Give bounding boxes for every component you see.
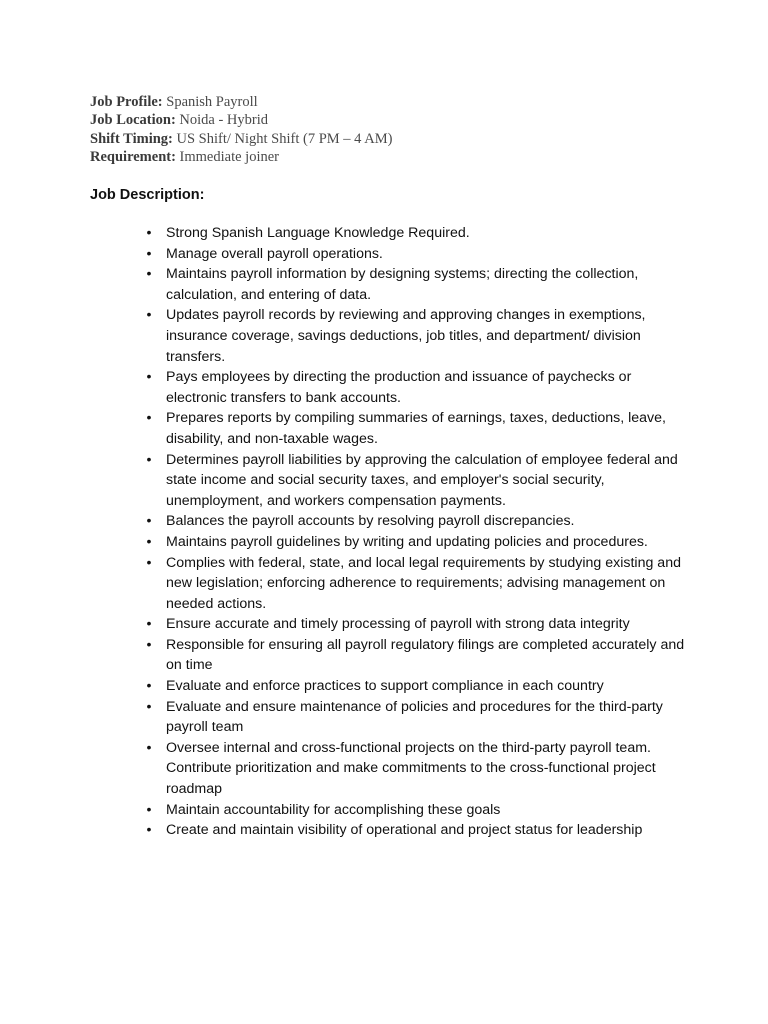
bullet-icon: •: [146, 410, 152, 427]
list-item: [0, 820, 686, 841]
list-item-text: Oversee internal and cross-functional projects on the third-party payroll team. Contribute prioritization and make commitments to the cross-functional project roadmap: [166, 739, 656, 798]
meta-label: Job Profile:: [90, 94, 163, 110]
list-item: [0, 800, 686, 821]
job-profile-row: [90, 93, 690, 111]
list-item: [0, 635, 686, 676]
meta-value: Spanish Payroll: [162, 94, 258, 110]
list-item-text: Maintains payroll guidelines by writing and updating policies and procedures.: [166, 533, 648, 550]
list-item: [0, 244, 686, 265]
bullet-icon: •: [146, 698, 152, 715]
list-item: [0, 697, 686, 738]
bullet-icon: •: [146, 678, 152, 695]
list-item: [0, 223, 686, 244]
list-item: [0, 738, 686, 800]
list-item: [0, 408, 686, 449]
list-item-text: Evaluate and ensure maintenance of policies and procedures for the third-party payroll team: [166, 698, 663, 736]
meta-label: Shift Timing:: [90, 130, 173, 147]
meta-value: Immediate joiner: [175, 148, 279, 165]
bullet-icon: •: [146, 369, 152, 386]
list-item: [0, 305, 686, 367]
list-item-text: Pays employees by directing the production and issuance of paychecks or electronic transfers to bank accounts.: [166, 369, 632, 406]
list-item: [0, 264, 686, 305]
bullet-icon: •: [146, 822, 152, 839]
list-item: [0, 614, 686, 635]
list-item: [0, 511, 686, 532]
shift-timing-row: [90, 130, 690, 148]
meta-label: Job Location:: [90, 112, 176, 129]
list-item: [0, 367, 686, 408]
bullet-icon: •: [146, 225, 152, 241]
bullet-icon: •: [146, 801, 152, 818]
list-item-text: Updates payroll records by reviewing and approving changes in exemptions, insurance coverage, savings deductions, job titles, and department/ division transfers.: [166, 307, 646, 365]
bullet-icon: •: [146, 533, 152, 550]
list-item-text: Responsible for ensuring all payroll regulatory filings are completed accurately and on time: [166, 636, 685, 674]
job-description-heading: Job Description:: [90, 187, 205, 203]
list-item-text: Complies with federal, state, and local legal requirements by studying existing and new legislation; enforcing adherence to requirements; advising management on needed actions.: [166, 554, 681, 612]
bullet-icon: •: [146, 636, 152, 653]
bullet-icon: •: [146, 616, 152, 633]
list-item-text: Strong Spanish Language Knowledge Required.: [166, 225, 470, 241]
meta-label: Requirement:: [90, 148, 176, 165]
job-meta: [90, 93, 690, 166]
list-item: [0, 553, 686, 615]
list-item-text: Evaluate and enforce practices to support compliance in each country: [166, 678, 604, 695]
list-item-text: Balances the payroll accounts by resolving payroll discrepancies.: [166, 513, 575, 530]
job-location-row: [90, 111, 690, 129]
bullet-icon: •: [146, 266, 152, 283]
bullet-icon: •: [146, 451, 152, 468]
list-item-text: Prepares reports by compiling summaries of earnings, taxes, deductions, leave, disability, and non-taxable wages.: [166, 410, 666, 447]
list-item-text: Maintains payroll information by designing systems; directing the collection, calculation, and entering of data.: [166, 266, 639, 303]
list-item-text: Create and maintain visibility of operational and project status for leadership: [166, 822, 643, 839]
list-item: [0, 450, 686, 512]
list-item-text: Determines payroll liabilities by approving the calculation of employee federal and state income and social security taxes, and employer's social security, unemployment, and workers compensation payments.: [166, 451, 678, 509]
meta-value: Noida - Hybrid: [175, 112, 269, 129]
requirement-row: [90, 148, 690, 166]
list-item: [0, 676, 686, 697]
list-item-text: Manage overall payroll operations.: [166, 245, 383, 262]
bullet-icon: •: [146, 307, 152, 324]
list-item-text: Ensure accurate and timely processing of payroll with strong data integrity: [166, 616, 630, 633]
list-item-text: Maintain accountability for accomplishing these goals: [166, 801, 501, 818]
bullet-icon: •: [146, 245, 152, 262]
list-item: [0, 532, 686, 553]
job-description-list: [0, 223, 768, 841]
bullet-icon: •: [146, 513, 152, 530]
meta-value: US Shift/ Night Shift (7 PM – 4 AM): [172, 130, 393, 147]
bullet-icon: •: [146, 554, 152, 571]
bullet-icon: •: [146, 739, 152, 756]
